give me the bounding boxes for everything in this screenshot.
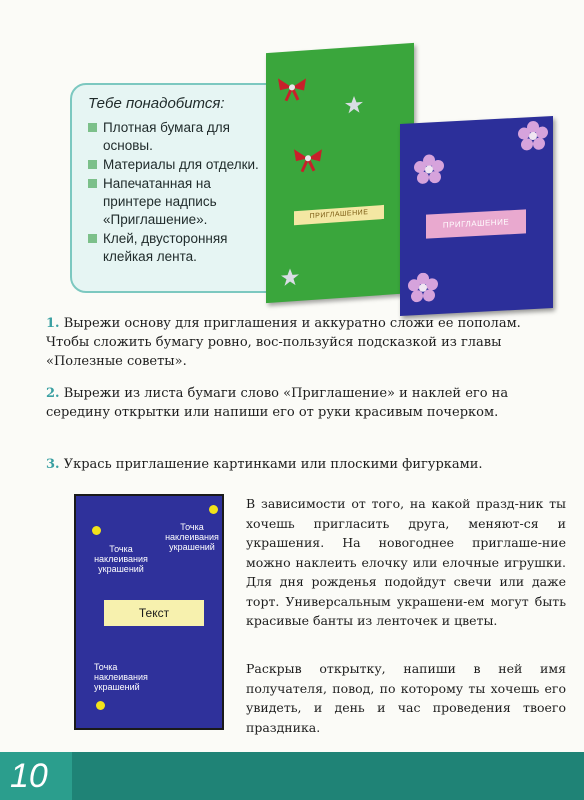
card-layout-diagram — [74, 494, 224, 730]
decoration-point-dot — [92, 526, 101, 535]
blue-card-label: ПРИГЛАШЕНИЕ — [426, 209, 526, 238]
step-number: 1. — [46, 316, 60, 331]
materials-title: Тебе понадобится: — [88, 95, 225, 112]
pink-flower-icon — [414, 154, 444, 186]
materials-item — [88, 175, 267, 229]
decoration-point-label: Точка наклеивания украшений — [94, 662, 148, 692]
green-square-bullet-icon — [88, 123, 97, 132]
decoration-point-label: Точка наклеивания украшений — [94, 544, 148, 574]
materials-item-text: Напечатанная на принтере надпись «Приглашение». — [103, 176, 217, 227]
materials-item — [88, 230, 267, 266]
materials-item-text: Материалы для отделки. — [103, 157, 259, 172]
step-number: 2. — [46, 386, 60, 401]
step-3 — [46, 455, 546, 474]
step-1 — [46, 314, 546, 371]
materials-item — [88, 156, 267, 174]
footer-band — [0, 752, 584, 800]
green-square-bullet-icon — [88, 179, 97, 188]
step-text: Вырежи из листа бумаги слово «Приглашение» и наклей его на середину открытки или напиши его от руки красивым почерком. — [46, 386, 509, 420]
recipient-paragraph: Раскрыв открытку, напиши в ней имя получателя, повод, по которому ты хочешь его увидеть, и день и час проведения твоего праздника. — [246, 661, 566, 735]
silver-star-icon — [344, 94, 364, 115]
materials-item — [88, 119, 267, 155]
pink-flower-icon — [408, 272, 438, 304]
text-placeholder-box: Текст — [104, 600, 204, 626]
materials-box — [70, 83, 283, 293]
decoration-point-label: Точка наклеивания украшений — [165, 522, 219, 552]
page-number: 10 — [10, 757, 48, 795]
decorations-paragraph: В зависимости от того, на какой празд-ник ты хочешь пригласить друга, меняют-ся и украшения. На новогоднее приглаше-ние можно наклеить елочку или елочные игрушки. Для дня рожденья подойдут свечи или даже торт. Универсальным украшени-ем могут быть красивые банты из ленточек и цветы. — [246, 496, 566, 628]
decoration-point-dot — [96, 701, 105, 710]
blue-invitation-card-photo — [400, 116, 553, 316]
page-number-box — [0, 752, 72, 800]
step-2 — [46, 384, 546, 422]
pink-flower-icon — [518, 120, 548, 152]
silver-star-icon — [280, 267, 300, 288]
materials-item-text: Клей, двусторонняя клейкая лента. — [103, 231, 228, 264]
green-square-bullet-icon — [88, 234, 97, 243]
green-card-label: ПРИГЛАШЕНИЕ — [294, 205, 384, 225]
materials-item-text: Плотная бумага для основы. — [103, 120, 230, 153]
decoration-point-dot — [209, 505, 218, 514]
red-bow-icon — [274, 72, 310, 103]
step-number: 3. — [46, 457, 60, 472]
red-bow-icon — [290, 143, 326, 174]
green-invitation-card-photo — [266, 43, 414, 303]
green-square-bullet-icon — [88, 160, 97, 169]
step-text: Укрась приглашение картинками или плоскими фигурками. — [63, 457, 483, 472]
step-text: Вырежи основу для приглашения и аккуратно сложи ее пополам. Чтобы сложить бумагу ровно, вос-пользуйся подсказкой из главы «Полезные советы». — [46, 316, 521, 369]
